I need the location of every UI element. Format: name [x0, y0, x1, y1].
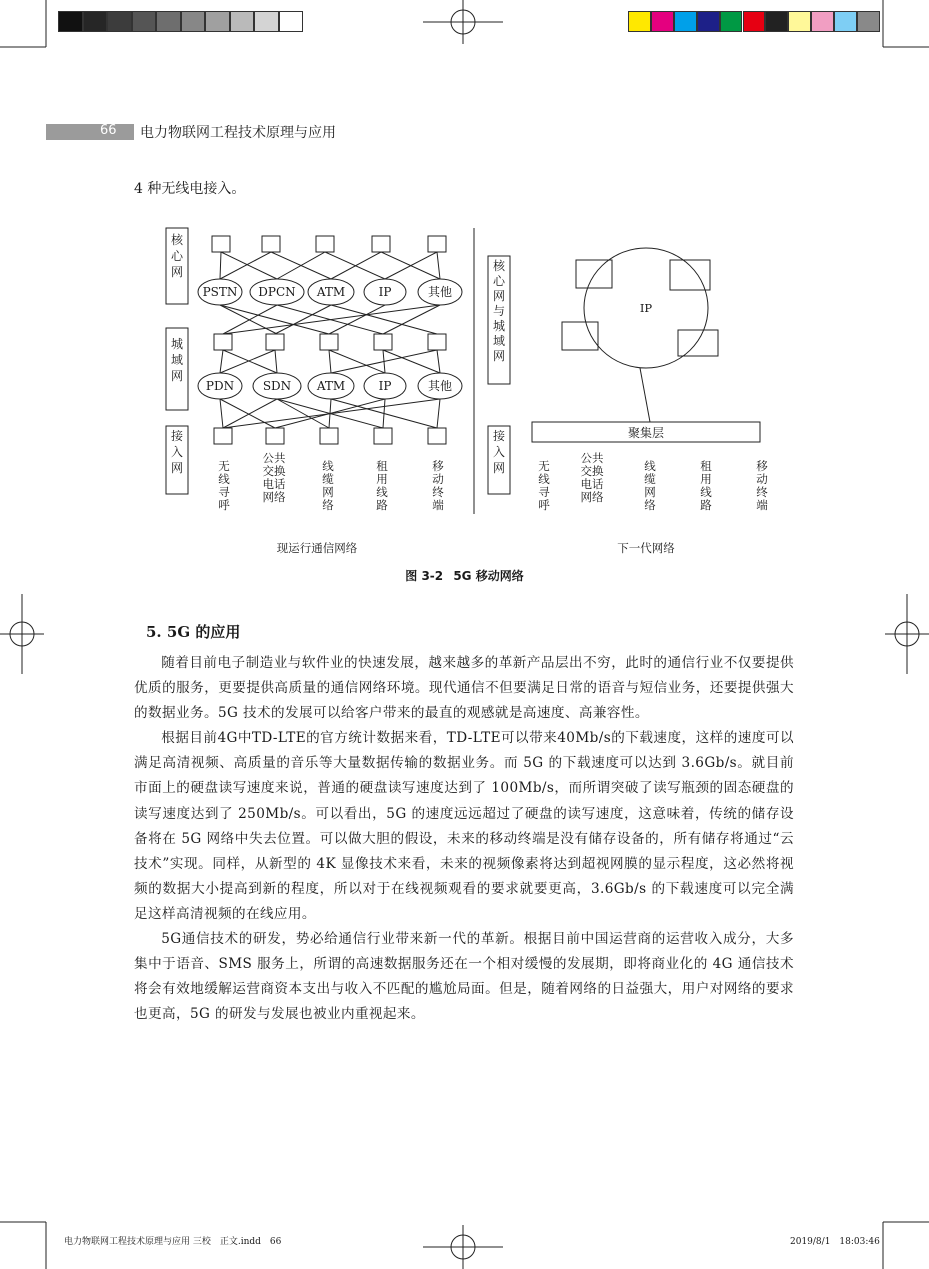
page-number: 66: [100, 123, 117, 138]
color-swatch: [788, 11, 811, 32]
color-swatch: [743, 11, 766, 32]
left-access-label: 移动终端: [432, 459, 444, 512]
right-access-label: 线缆网络: [644, 459, 656, 512]
paragraph: 5G通信技术的研发，势必给通信行业带来新一代的革新。根据目前中国运营商的运营收入成分，大多集中于语音、SMS 服务上，所谓的高速数据服务还在一个相对缓慢的发展期，即将商业化的 4G 通信技术将会有效地缓解运营商资本支出与收入不匹配的尴尬局面。但是，随着网络的日益强大，用户对网络的要求也更高，5G 的研发与发展也被业内重视起来。: [134, 931, 794, 1023]
aggregation-layer-label: 聚集层: [627, 426, 665, 440]
color-swatch: [651, 11, 674, 32]
core-node-label: PSTN: [202, 285, 238, 299]
right-access-label: 无线寻呼: [538, 459, 550, 512]
layer-core-metro-label: 核心网与城域网: [492, 259, 506, 363]
color-swatch: [674, 11, 697, 32]
left-access-label: 线缆网络: [322, 459, 334, 512]
caption-title: 5G 移动网络: [453, 569, 524, 583]
gray-swatch: [132, 11, 157, 32]
cloud-ip-label: IP: [639, 301, 653, 315]
layer-access-label: 接入网: [170, 429, 184, 475]
right-subtitle: 下一代网络: [617, 541, 675, 555]
left-access-label: 公共交换电话网络: [262, 451, 286, 504]
body-text: [134, 651, 794, 1027]
layer-core-label: 核心网: [170, 233, 184, 279]
color-swatch: [628, 11, 651, 32]
metro-node-label: PDN: [205, 379, 235, 393]
header-bar: [46, 124, 134, 140]
color-swatch: [697, 11, 720, 32]
gray-swatch: [254, 11, 279, 32]
metro-node-label: SDN: [262, 379, 292, 393]
gray-swatch: [156, 11, 181, 32]
paragraph: 随着目前电子制造业与软件业的快速发展，越来越多的革新产品层出不穷，此时的通信行业不仅要提供优质的服务，更要提供高质量的通信网络环境。现代通信不但要满足日常的语音与短信业务，还要提供强大的数据业务。5G 技术的发展可以给客户带来的最直的观感就是高速度、高兼容性。: [134, 655, 794, 722]
layer-metro-label: 城域网: [170, 337, 184, 383]
core-node-label: 其他: [427, 285, 453, 299]
color-swatch: [857, 11, 880, 32]
left-subtitle: 现运行通信网络: [276, 541, 358, 555]
color-swatch: [811, 11, 834, 32]
left-access-label: 无线寻呼: [218, 459, 230, 512]
left-access-label: 租用线路: [376, 459, 388, 512]
gray-swatch: [83, 11, 108, 32]
core-node-label: DPCN: [258, 285, 296, 299]
color-swatch: [720, 11, 743, 32]
gray-swatch: [279, 11, 304, 32]
running-title: 电力物联网工程技术原理与应用: [140, 125, 336, 141]
right-access-label: 公共交换电话网络: [580, 451, 604, 504]
right-access-label: 移动终端: [756, 459, 768, 512]
figure-caption: [0, 567, 929, 584]
metro-node-label: ATM: [316, 379, 346, 393]
core-node-label: ATM: [316, 285, 346, 299]
gray-swatch: [205, 11, 230, 32]
section-heading: 5. 5G 的应用: [146, 623, 241, 641]
metro-node-label: 其他: [427, 379, 453, 393]
gray-swatch: [107, 11, 132, 32]
paragraph: 根据目前4G中TD-LTE的官方统计数据来看，TD-LTE可以带来40Mb/s的下载速度，这样的速度可以满足高清视频、高质量的音乐等大量数据传输的数据业务。而 5G 的下载速度可以达到 3.6Gb/s。就目前市面上的硬盘读写速度来说，普通的硬盘读写速度达到了 100Mb/s，而所谓突破了读写瓶颈的固态硬盘的读写速度达到了 250Mb/s。可以看出，5G 的速度远远超过了硬盘的读写速度，这意味着，传统的储存设备将在 5G 网络中失去位置。可以做大胆的假设，未来的移动终端是没有储存设备的，所有储存将通过“云技术”实现。同样，从新型的 4K 显像技术来看，未来的视频像素将达到超视网膜的显示程度，这必然将视频的数据大小提高到新的程度，所以对于在线视频观看的要求就要更高，3.6Gb/s 的下载速度可以完全满足这样高清视频的在线应用。: [134, 730, 794, 922]
gray-swatch: [230, 11, 255, 32]
intro-text: 4 种无线电接入。: [134, 181, 246, 197]
core-node-label: IP: [378, 285, 392, 299]
color-swatch: [765, 11, 788, 32]
right-layer-access-label: 接入网: [492, 429, 506, 475]
footer-timestamp: 2019/8/1 18:03:46: [790, 1237, 880, 1247]
gray-swatch: [181, 11, 206, 32]
color-swatch: [834, 11, 857, 32]
caption-number: 图 3-2: [405, 569, 444, 583]
gray-swatch: [58, 11, 83, 32]
footer-file-info: 电力物联网工程技术原理与应用 三校 正文.indd 66: [64, 1237, 282, 1247]
right-access-label: 租用线路: [700, 459, 712, 512]
metro-node-label: IP: [378, 379, 392, 393]
network-figure: [160, 222, 800, 562]
